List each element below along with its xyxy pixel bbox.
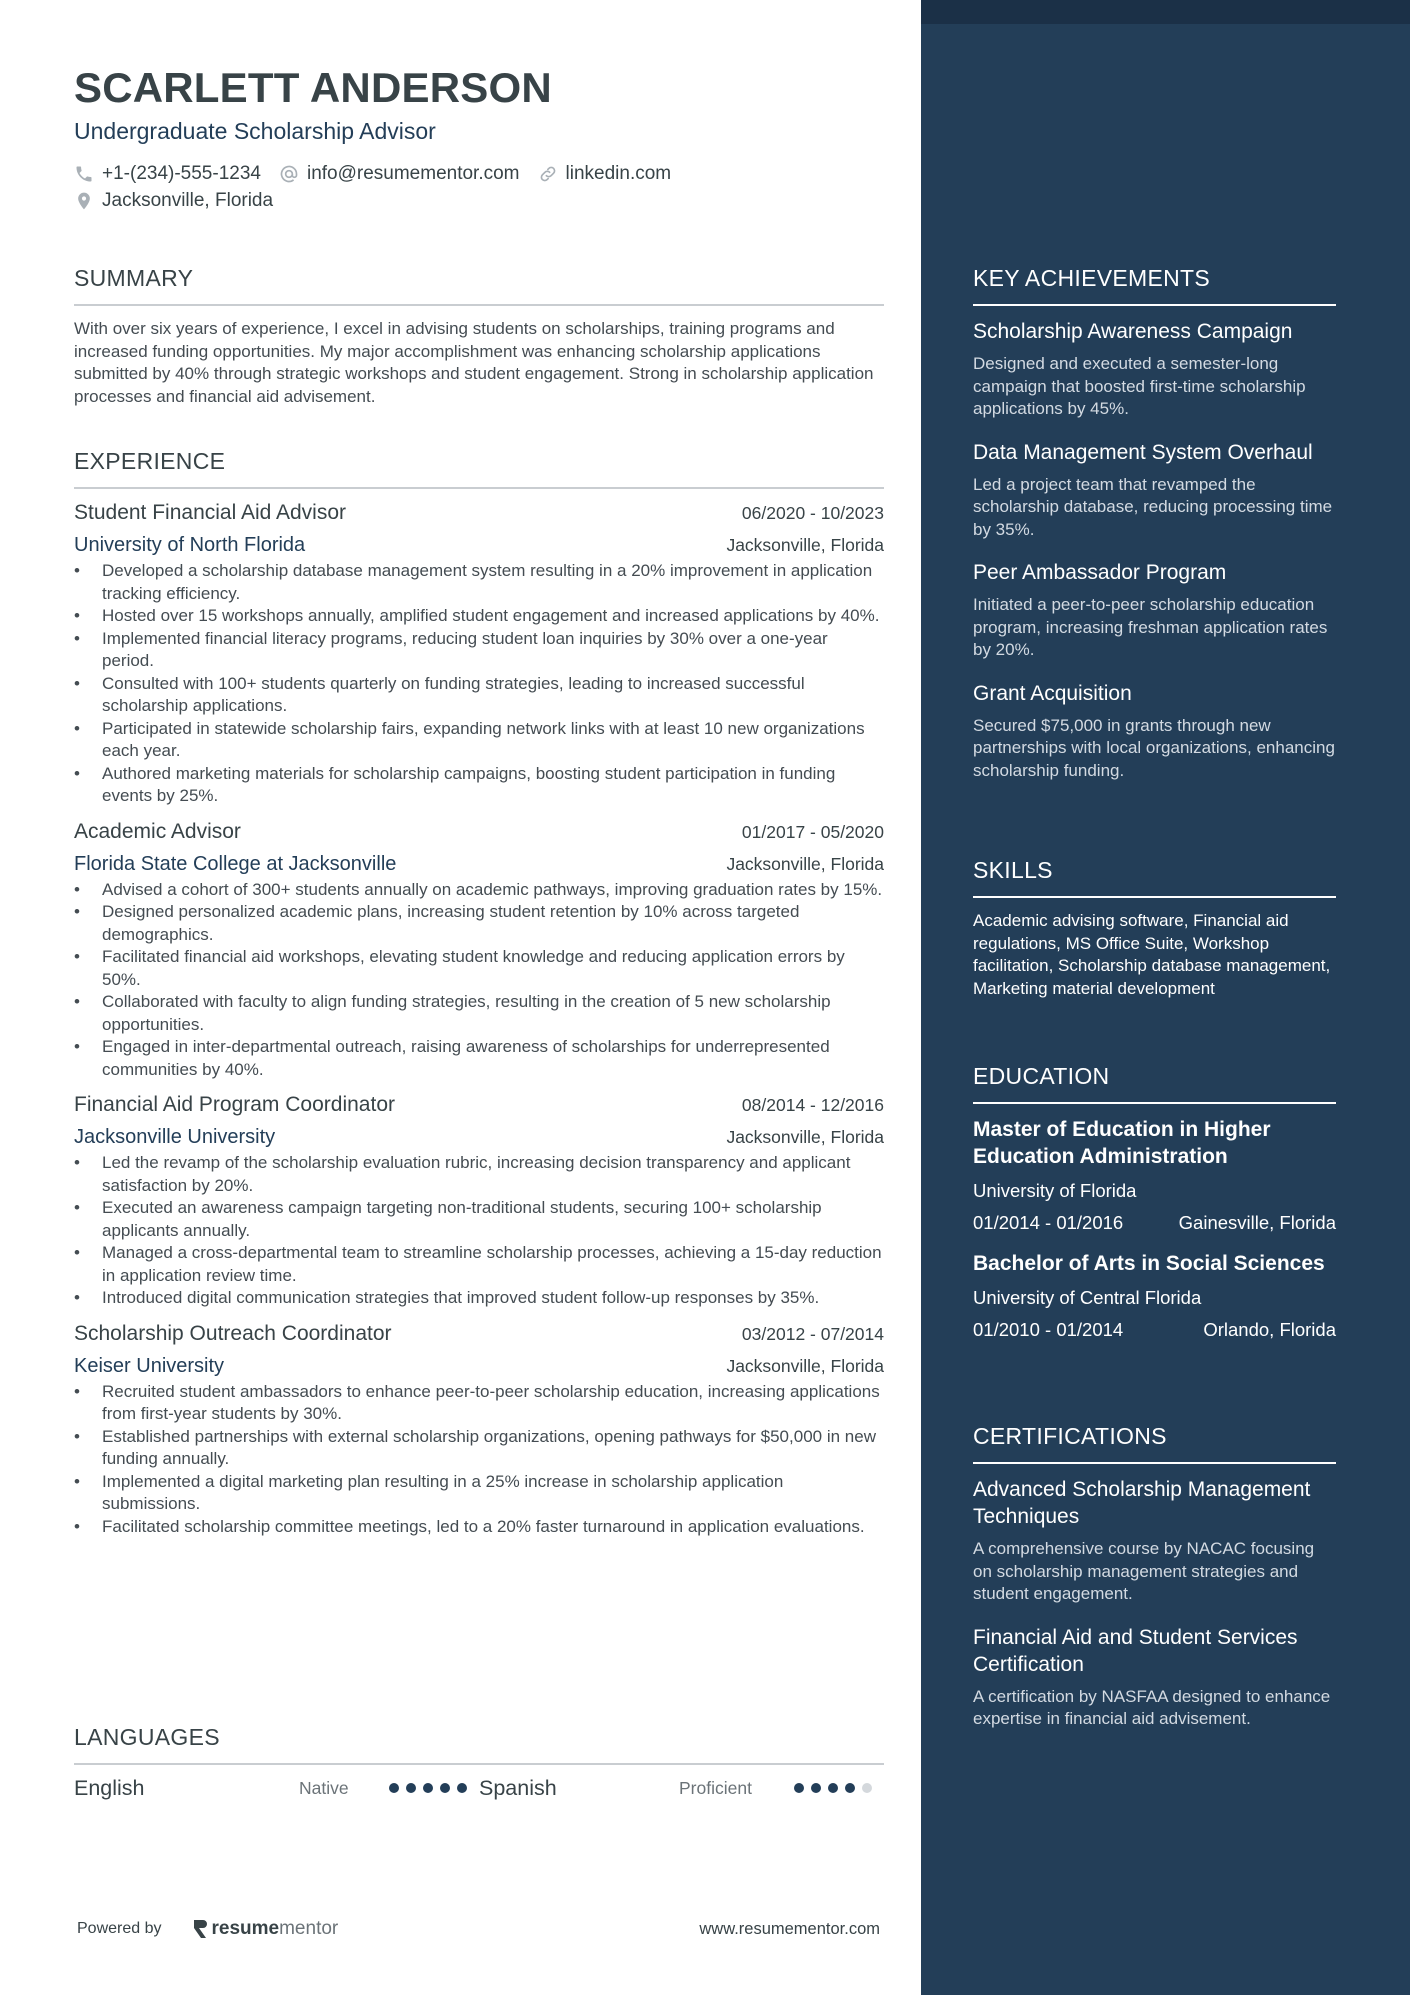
job-bullet: • Participated in statewide scholarship fairs, expanding network links with at least 10 new organizations each year. — [74, 718, 884, 763]
rating-dot-filled — [440, 1783, 450, 1793]
achievement-desc: Designed and executed a semester-long campaign that boosted first-time scholarship applications by 45%. — [973, 354, 1306, 418]
job-bullet: • Authored marketing materials for scholarship campaigns, boosting student participation in funding events by 25%. — [74, 763, 884, 808]
footer — [77, 1918, 880, 1940]
job-location: Jacksonville, Florida — [726, 853, 884, 874]
job-bullet: • Developed a scholarship database management system resulting in a 20% improvement in application tracking efficiency. — [74, 560, 884, 605]
job-bullet: • Recruited student ambassadors to enhance peer-to-peer scholarship education, increasing applications from first-year students by 30%. — [74, 1381, 884, 1426]
summary-heading: SUMMARY — [74, 265, 194, 291]
language-rating — [794, 1783, 872, 1793]
brand-logo[interactable] — [192, 1918, 339, 1940]
job-bullet: • Established partnerships with external scholarship organizations, opening pathways for $50,000 in new funding annually. — [74, 1426, 884, 1471]
rating-dot-filled — [845, 1783, 855, 1793]
experience-section — [74, 448, 884, 1538]
language-level: Proficient — [679, 1777, 752, 1798]
achievement-title: Scholarship Awareness Campaign — [973, 320, 1293, 343]
job-bullet: • Executed an awareness campaign targeting non-traditional students, securing 100+ scholarship applicants annually. — [74, 1197, 884, 1242]
rating-dot-filled — [423, 1783, 433, 1793]
job-bullets — [74, 1381, 884, 1539]
language-name: Spanish — [479, 1775, 557, 1800]
rating-dot-filled — [457, 1783, 467, 1793]
job-bullet: • Advised a cohort of 300+ students annually on academic pathways, improving graduation rates by 15%. — [74, 879, 884, 902]
rating-dot-filled — [389, 1783, 399, 1793]
achievements-section — [973, 265, 1336, 782]
rating-dot-filled — [828, 1783, 838, 1793]
job-bullets — [74, 879, 884, 1082]
rating-dot-filled — [811, 1783, 821, 1793]
sidebar-top-band — [921, 0, 1410, 24]
skills-text: Academic advising software, Financial aid regulations, MS Office Suite, Workshop facilitation, Scholarship database management, Marketing material development — [973, 911, 1331, 998]
experience-heading: EXPERIENCE — [74, 448, 226, 474]
job-bullet: • Designed personalized academic plans, increasing student retention by 10% across targeted demographics. — [74, 901, 884, 946]
job-entry — [74, 1322, 884, 1539]
achievement-title: Grant Acquisition — [973, 681, 1132, 705]
job-location: Jacksonville, Florida — [726, 1355, 884, 1376]
certification-item — [973, 1624, 1336, 1731]
job-title: Financial Aid Program Coordinator — [74, 1093, 395, 1116]
job-organization: Jacksonville University — [74, 1126, 276, 1148]
job-entry — [74, 501, 884, 808]
section-divider — [973, 1462, 1336, 1464]
summary-text: With over six years of experience, I excel in advising students on scholarships, training programs and increased funding opportunities. My major accomplishment was enhancing scholarship applications submitted by 40% through strategic workshops and student engagement. Strong in scholarship application processes and financial aid advisement. — [74, 319, 874, 406]
brand-bold: resume — [211, 1918, 280, 1939]
education-school: University of Florida — [973, 1180, 1137, 1201]
section-divider — [74, 487, 884, 489]
job-bullets — [74, 1152, 884, 1310]
achievement-title: Peer Ambassador Program — [973, 561, 1227, 584]
brand-light: mentor — [279, 1918, 339, 1939]
footer-website[interactable]: www.resumementor.com — [699, 1919, 880, 1938]
resumementor-logo-icon — [192, 1919, 208, 1939]
achievements-heading: KEY ACHIEVEMENTS — [973, 265, 1211, 291]
achievement-title: Data Management System Overhaul — [973, 440, 1313, 464]
education-dates: 01/2010 - 01/2014 — [973, 1319, 1124, 1340]
skills-heading: SKILLS — [973, 857, 1053, 883]
certification-desc: A comprehensive course by NACAC focusing on scholarship management strategies and student engagement. — [973, 1539, 1315, 1603]
job-entry — [74, 820, 884, 1082]
language-item — [479, 1776, 884, 1801]
rating-dot-filled — [794, 1783, 804, 1793]
phone-icon — [74, 164, 94, 184]
location-text: Jacksonville, Florida — [102, 190, 274, 211]
job-bullet: • Implemented financial literacy programs, reducing student loan inquiries by 30% over a one-year period. — [74, 628, 884, 673]
job-bullet: • Facilitated financial aid workshops, elevating student knowledge and reducing application errors by 50%. — [74, 946, 884, 991]
job-bullet: • Collaborated with faculty to align funding strategies, resulting in the creation of 5 new scholarship opportunities. — [74, 991, 884, 1036]
certification-title: Financial Aid and Student Services Certification — [973, 1625, 1298, 1676]
job-bullet: • Implemented a digital marketing plan resulting in a 25% increase in scholarship application submissions. — [74, 1471, 884, 1516]
contact-email[interactable] — [279, 163, 520, 185]
education-location: Gainesville, Florida — [1178, 1212, 1336, 1233]
email-text: info@resumementor.com — [306, 163, 520, 184]
section-divider — [74, 1763, 884, 1765]
contact-linkedin[interactable] — [538, 163, 672, 185]
achievement-item — [973, 680, 1336, 783]
job-bullet: • Introduced digital communication strategies that improved student follow-up responses by 35%. — [74, 1287, 884, 1310]
achievement-item — [973, 439, 1336, 542]
education-section — [973, 1063, 1336, 1341]
education-item — [973, 1116, 1336, 1234]
rating-dot-empty — [862, 1783, 872, 1793]
certification-item — [973, 1476, 1336, 1606]
job-bullet: • Managed a cross-departmental team to streamline scholarship processes, achieving a 15-day reduction in application review time. — [74, 1242, 884, 1287]
section-divider — [973, 304, 1336, 306]
job-organization: Florida State College at Jacksonville — [74, 852, 397, 875]
languages-heading: LANGUAGES — [74, 1724, 220, 1750]
job-location: Jacksonville, Florida — [726, 1127, 884, 1147]
language-level: Native — [299, 1777, 349, 1798]
job-organization: Keiser University — [74, 1354, 225, 1377]
job-bullet: • Facilitated scholarship committee meetings, led to a 20% faster turnaround in application evaluations. — [74, 1516, 884, 1539]
linkedin-text: linkedin.com — [565, 163, 672, 184]
sidebar — [921, 0, 1410, 1995]
job-bullet: • Consulted with 100+ students quarterly on funding strategies, leading to increased successful scholarship applications. — [74, 673, 884, 718]
job-dates: 06/2020 - 10/2023 — [741, 503, 884, 523]
link-icon — [538, 164, 558, 184]
job-location: Jacksonville, Florida — [726, 535, 884, 555]
rating-dot-filled — [406, 1783, 416, 1793]
summary-section — [74, 265, 884, 408]
section-divider — [973, 1102, 1336, 1104]
job-dates: 03/2012 - 07/2014 — [741, 1323, 884, 1344]
language-name: English — [74, 1775, 145, 1800]
job-title: Academic Advisor — [74, 819, 241, 843]
job-bullet: • Hosted over 15 workshops annually, amplified student engagement and increased applications by 40%. — [74, 605, 884, 628]
phone-text: +1-(234)-555-1234 — [102, 163, 261, 184]
candidate-title: Undergraduate Scholarship Advisor — [74, 118, 436, 144]
section-divider — [973, 896, 1336, 898]
certifications-heading: CERTIFICATIONS — [973, 1423, 1167, 1449]
job-title: Scholarship Outreach Coordinator — [74, 1321, 392, 1345]
candidate-name: SCARLETT ANDERSON — [74, 64, 552, 111]
job-dates: 08/2014 - 12/2016 — [741, 1095, 884, 1115]
contact-phone[interactable] — [74, 163, 261, 185]
language-item — [74, 1776, 479, 1801]
contact-location — [74, 190, 273, 212]
job-dates: 01/2017 - 05/2020 — [741, 821, 884, 842]
achievement-item — [973, 559, 1336, 662]
achievement-item — [973, 318, 1336, 421]
education-dates: 01/2014 - 01/2016 — [973, 1212, 1124, 1233]
job-bullet: • Led the revamp of the scholarship evaluation rubric, increasing decision transparency and applicant satisfaction by 20%. — [74, 1152, 884, 1197]
location-pin-icon — [74, 191, 94, 211]
education-school: University of Central Florida — [973, 1287, 1202, 1308]
education-degree: Bachelor of Arts in Social Sciences — [973, 1252, 1325, 1275]
powered-by — [77, 1918, 338, 1940]
education-degree: Master of Education in Higher Education Administration — [973, 1118, 1271, 1168]
education-item — [973, 1250, 1336, 1341]
certification-title: Advanced Scholarship Management Techniques — [973, 1478, 1311, 1528]
job-organization: University of North Florida — [74, 534, 306, 556]
job-bullet: • Engaged in inter-departmental outreach, raising awareness of scholarships for underrepresented communities by 40%. — [74, 1036, 884, 1081]
skills-section — [973, 857, 1336, 1000]
achievement-desc: Led a project team that revamped the scholarship database, reducing processing time by 35%. — [973, 474, 1333, 539]
section-divider — [74, 304, 884, 306]
language-rating — [389, 1783, 467, 1793]
at-icon — [279, 164, 299, 184]
powered-by-text: Powered by — [77, 1920, 162, 1937]
job-entry — [74, 1093, 884, 1310]
certification-desc: A certification by NASFAA designed to enhance expertise in financial aid advisement. — [973, 1686, 1331, 1728]
education-location: Orlando, Florida — [1203, 1319, 1336, 1340]
achievement-desc: Secured $75,000 in grants through new partnerships with local organizations, enhancing scholarship funding. — [973, 715, 1335, 780]
contact-info — [74, 161, 874, 215]
job-bullets — [74, 560, 884, 808]
certifications-section — [973, 1423, 1336, 1731]
education-heading: EDUCATION — [973, 1063, 1110, 1089]
languages-section — [74, 1724, 884, 1803]
achievement-desc: Initiated a peer-to-peer scholarship education program, increasing freshman application rates by 20%. — [973, 595, 1328, 659]
job-title: Student Financial Aid Advisor — [74, 501, 346, 524]
